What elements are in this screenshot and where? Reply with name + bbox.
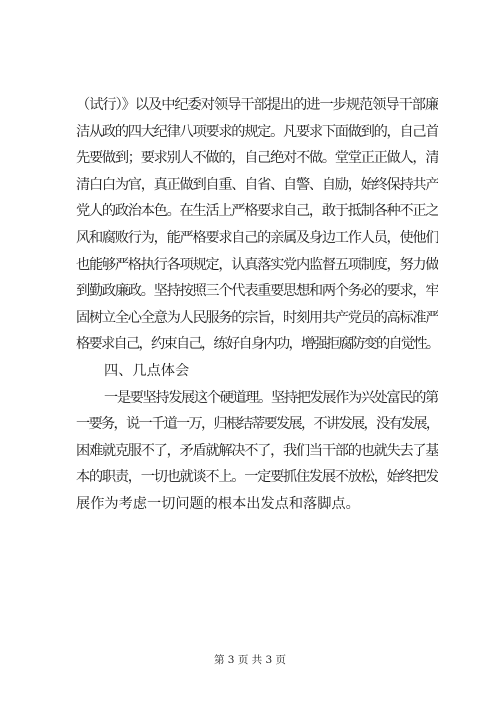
text-line: 清白白为官，真正做到自重、自省、自警、自励，始终保持共产 bbox=[76, 176, 438, 193]
text-line: 也能够严格执行各项规定，认真落实党内监督五项制度，努力做 bbox=[76, 256, 438, 273]
text-line: 党人的政治本色。在生活上严格要求自己，敢于抵制各种不正之 bbox=[76, 203, 438, 220]
page-number-label: 第 3 页 共 3 页 bbox=[213, 654, 287, 666]
page-footer bbox=[0, 653, 500, 667]
text-line: 风和腐败行为，能严格要求自己的亲属及身边工作人员，使他们 bbox=[76, 229, 438, 246]
text-line: 展作为考虑一切问题的根本出发点和落脚点。 bbox=[76, 495, 360, 512]
text-line: 一要务，说一千道一万，归根结蒂要发展，不讲发展，没有发展， bbox=[76, 416, 438, 433]
text-line: 格要求自己，约束自己，练好自身内功，增强拒腐防变的自觉性。 bbox=[76, 336, 438, 353]
text-line: 固树立全心全意为人民服务的宗旨，时刻用共产党员的高标准严 bbox=[76, 309, 438, 326]
section-heading bbox=[76, 358, 438, 385]
paragraph bbox=[76, 385, 438, 518]
text-line: 到勤政廉政。坚持按照三个代表重要思想和两个务必的要求，牢 bbox=[76, 283, 438, 300]
text-line: 先要做到；要求别人不做的，自己绝对不做。堂堂正正做人，清 bbox=[76, 150, 438, 167]
section-heading-text: 四、几点体会 bbox=[104, 362, 190, 379]
text-line: 困难就克服不了，矛盾就解决不了，我们当干部的也就失去了基 bbox=[76, 442, 438, 459]
paragraph-continuation bbox=[76, 92, 438, 358]
text-line: 洁从政的四大纪律八项要求的规定。凡要求下面做到的，自己首 bbox=[76, 123, 438, 140]
text-line: 一是要坚持发展这个硬道理。坚持把发展作为兴处富民的第 bbox=[104, 389, 438, 406]
document-body bbox=[76, 92, 438, 518]
text-line: 本的职责，一切也就谈不上。一定要抓住发展不放松，始终把发 bbox=[76, 469, 438, 486]
text-line: （试行）》以及中纪委对领导干部提出的进一步规范领导干部廉 bbox=[76, 97, 438, 113]
